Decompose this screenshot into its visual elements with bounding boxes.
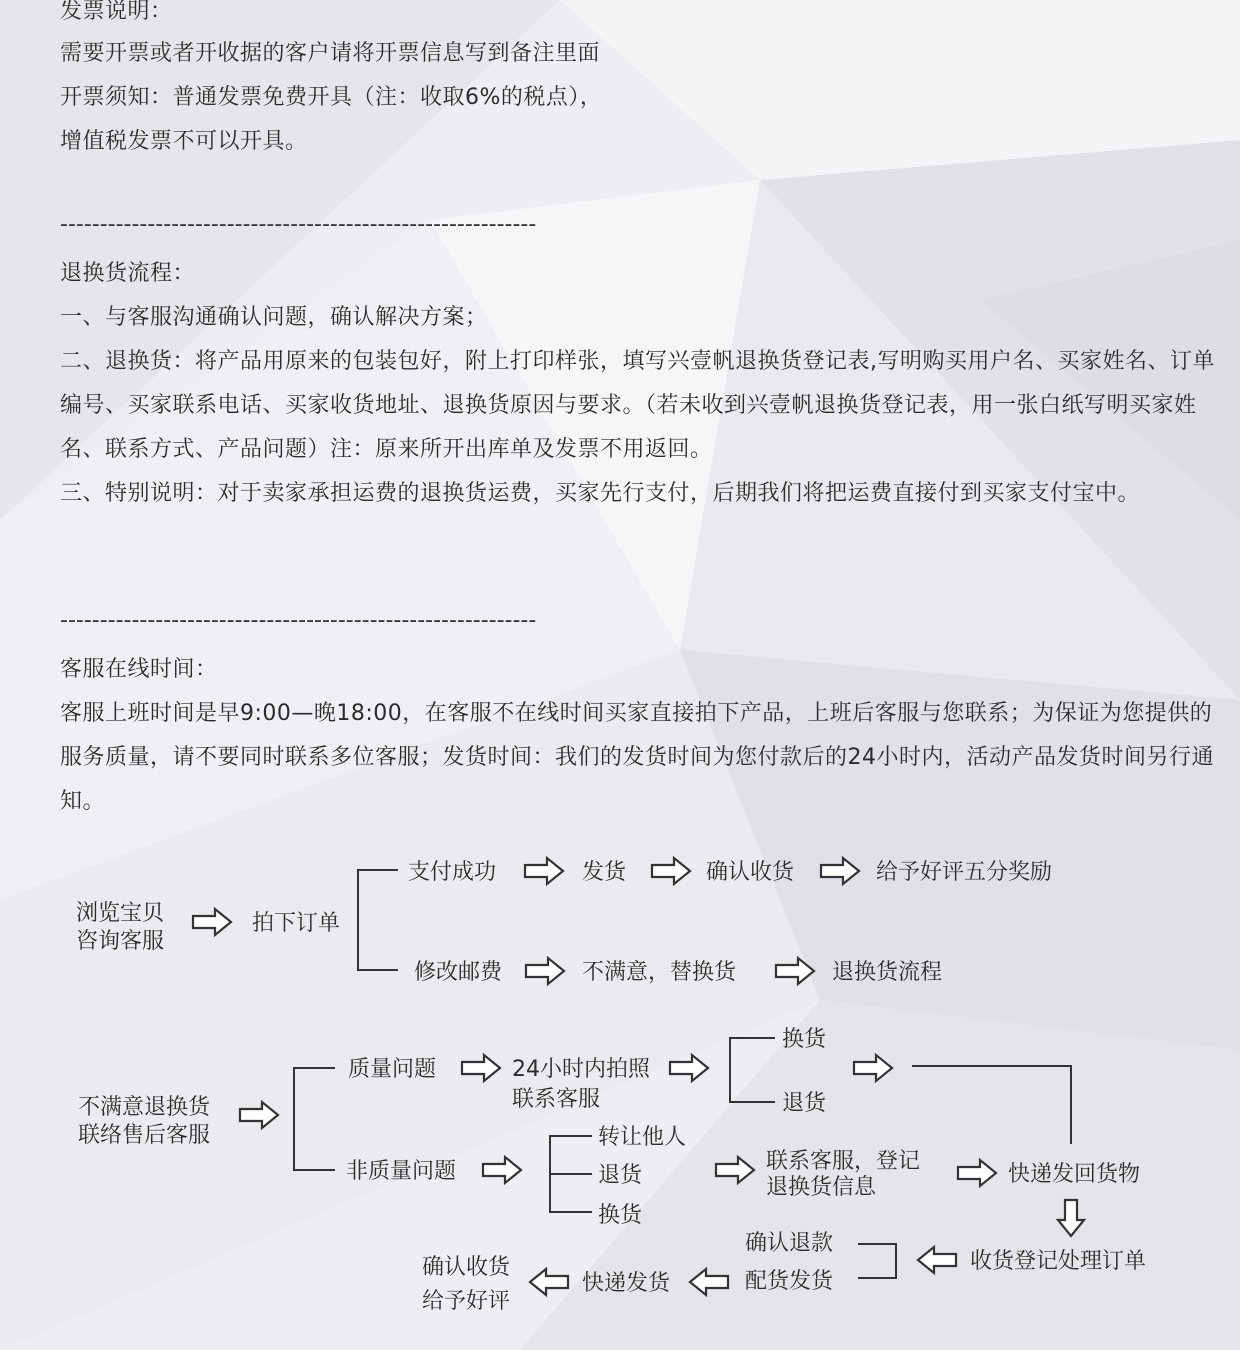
invoice-line-3: 增值税发票不可以开具。	[60, 129, 308, 154]
flow2-final-line1: 确认收货	[422, 1255, 511, 1280]
arrow-right-icon	[462, 1055, 500, 1081]
flow2-receive: 收货登记处理订单	[970, 1249, 1147, 1274]
arrow-left-icon	[530, 1269, 568, 1295]
separator-1: ------------------------------------------------------------	[60, 212, 537, 237]
flow2-refund: 退货	[782, 1091, 827, 1116]
arrow-right-icon	[525, 858, 563, 884]
flow2-express: 快递发货	[582, 1271, 671, 1296]
arrow-down-icon	[1058, 1200, 1084, 1236]
flow1-unhappy: 不满意，替换货	[582, 960, 737, 985]
arrow-left-icon	[918, 1247, 956, 1273]
flow1-order: 拍下订单	[252, 911, 341, 936]
arrow-right-icon	[526, 958, 564, 984]
flow2-refund2: 退货	[598, 1163, 643, 1188]
flow2-final-line2: 给予好评	[422, 1289, 511, 1314]
returns-item-3: 三、特别说明：对于卖家承担运费的退换货运费，买家先行支付，后期我们将把运费直接付到买家支付宝中。	[60, 481, 1141, 506]
arrow-right-icon	[776, 958, 814, 984]
arrow-right-icon	[821, 858, 859, 884]
returns-item-2: 二、退换货：将产品用原来的包装包好，附上打印样张，填写兴壹帆退换货登记表,写明购买用户名、买家姓名、订单编号、买家联系电话、买家收货地址、退换货原因与要求。（若未收到兴壹帆退换货登记表，用一张白纸写明买家姓名、联系方式、产品问题）注：原来所开出库单及发票不用返回。	[60, 349, 1215, 462]
flow2-transfer: 转让他人	[598, 1125, 687, 1150]
flow2-confirm-refund: 确认退款	[745, 1231, 834, 1256]
arrow-right-icon	[240, 1102, 278, 1128]
flow1-start-line2: 咨询客服	[76, 929, 165, 954]
flow2-refund-bracket	[858, 1244, 896, 1278]
service-body: 客服上班时间是早9:00—晚18:00，在客服不在线时间买家直接拍下产品，上班后客服与您联系；为保证为您提供的服务质量，请不要同时联系多位客服；发货时间：我们的发货时间为您付款后的24小时内，活动产品发货时间另行通知。	[60, 701, 1214, 814]
flow1-praise: 给予好评五分奖励	[876, 860, 1053, 885]
flow2-quality: 质量问题	[348, 1057, 437, 1082]
flow2-nonquality: 非质量问题	[346, 1159, 457, 1184]
arrow-right-icon	[716, 1157, 754, 1183]
flow2-branch-bracket	[294, 1068, 335, 1170]
flow2-register-line1: 联系客服，登记	[766, 1149, 921, 1174]
flow1-start-line1: 浏览宝贝	[76, 901, 165, 926]
flow2-send-back: 快递发回货物	[1008, 1162, 1141, 1187]
returns-item-1: 一、与客服沟通确认问题，确认解决方案；	[60, 305, 488, 330]
invoice-line-2: 开票须知：普通发票免费开具（注：收取6%的税点），	[60, 85, 603, 110]
flow2-start-line1: 不满意退换货	[78, 1095, 211, 1120]
returns-title: 退换货流程：	[60, 261, 196, 286]
arrow-right-icon	[958, 1160, 996, 1186]
arrow-left-icon	[690, 1269, 728, 1295]
service-title: 客服在线时间：	[60, 657, 218, 682]
arrow-right-icon	[483, 1157, 521, 1183]
flow2-start-line2: 联络售后客服	[78, 1123, 211, 1148]
flow1-paid: 支付成功	[408, 860, 497, 885]
flow2-photo-line2: 联系客服	[512, 1087, 601, 1112]
invoice-title: 发票说明：	[60, 0, 173, 24]
flow1-branch-bracket	[358, 870, 398, 970]
flow1-return-flow: 退换货流程	[832, 960, 943, 985]
arrow-right-icon	[193, 909, 231, 935]
arrow-right-icon	[670, 1055, 708, 1081]
flow1-confirm: 确认收货	[706, 860, 795, 885]
separator-2: ------------------------------------------------------------	[60, 608, 537, 633]
flow2-photo-line1: 24小时内拍照	[512, 1057, 650, 1082]
invoice-line-1: 需要开票或者开收据的客户请将开票信息写到备注里面	[60, 41, 601, 66]
flow2-quality-bracket	[730, 1038, 775, 1102]
flow2-register-line2: 退换货信息	[766, 1175, 877, 1200]
flow2-dispatch: 配货发货	[745, 1269, 834, 1294]
flow1-ship: 发货	[582, 860, 627, 885]
arrow-right-icon	[854, 1055, 892, 1081]
flow2-exchange2: 换货	[598, 1203, 643, 1228]
arrow-right-icon	[652, 858, 690, 884]
flow1-modify: 修改邮费	[414, 960, 503, 985]
process-flowchart	[0, 830, 1240, 1350]
flow2-exchange: 换货	[782, 1027, 827, 1052]
flow2-connector-line	[912, 1066, 1071, 1144]
